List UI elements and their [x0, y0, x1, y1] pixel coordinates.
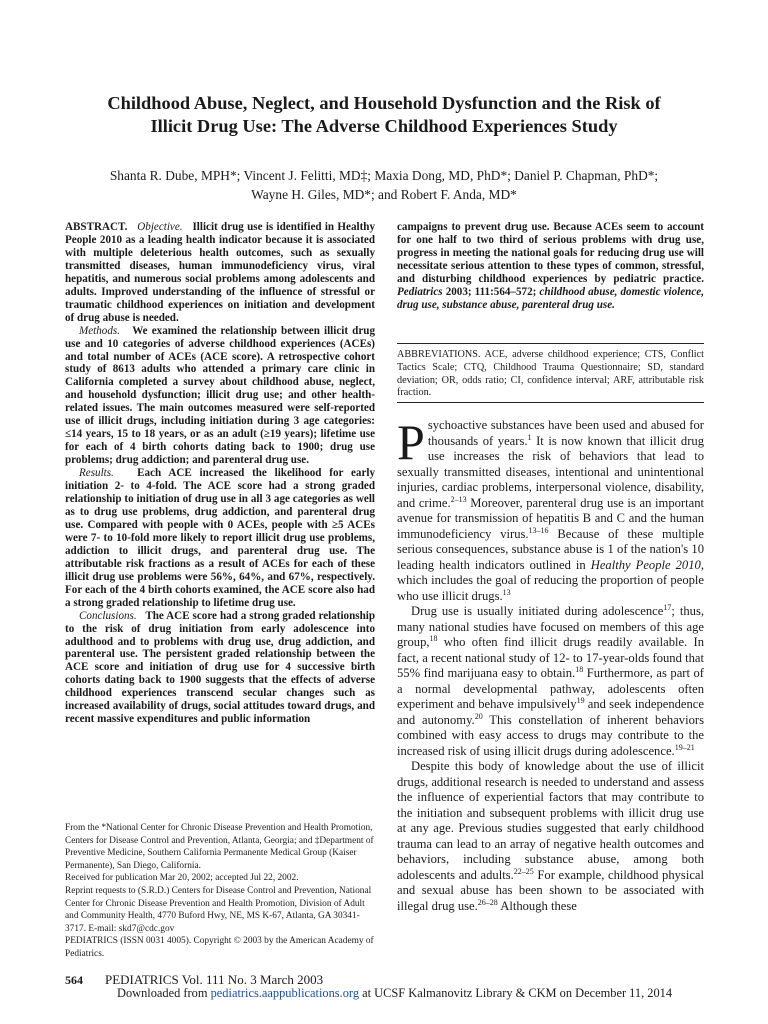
authors-line: Shanta R. Dube, MPH*; Vincent J. Felitti, MD‡; Maxia Dong, MD, PhD*; Daniel P. Chapman, PhD*;: [109, 168, 659, 183]
title-line: Illicit Drug Use: The Adverse Childhood Experiences Study: [150, 116, 618, 136]
conclusions-heading: Conclusions.: [79, 609, 137, 622]
received-note: Received for publication Mar 20, 2002; accepted Jul 22, 2002.: [65, 873, 299, 884]
citation-journal: Pediatrics: [397, 285, 443, 298]
affiliation-note: From the *National Center for Chronic Disease Prevention and Health Promotion, Centers for Disease Control and Prevention, Atlanta, Georgia; and ‡Department of Preventive Medicine, Southern California Permanente Medical Group (Kaiser Permanente), San Diego, California.: [65, 823, 374, 871]
reference-marker: 18: [429, 633, 438, 643]
affiliation-notes: [65, 822, 375, 961]
article-title: [40, 92, 728, 138]
reference-marker: 19: [576, 695, 585, 705]
citation-text: 2003; 111:564–572;: [445, 285, 537, 298]
download-link[interactable]: pediatrics.aappublications.org: [210, 986, 360, 1000]
abbreviations-bottom-rule: [397, 402, 704, 403]
results-text: Each ACE increased the likelihood for early initiation 2- to 4-fold. The ACE score had a strong graded relationship to initiation of drug use in all 3 age categories as well as to drug use problems, drug addiction, and parenteral drug use. Compared with people with 0 ACEs, people with ≥5 ACEs were 7- to 10-fold more likely to report illicit drug use problems, addiction to illicit drugs, and parenteral drug use. The attributable risk fractions as a result of ACEs for each of these illicit drug use problems were 56%, 64%, and 67%, respectively. For each of the 4 birth cohorts examined, the ACE score also had a strong graded relationship to lifetime drug use.: [65, 467, 376, 609]
abbreviations-top-rule: [397, 343, 704, 344]
reference-marker: 26–28: [477, 897, 498, 907]
journal-footer: PEDIATRICS Vol. 111 No. 3 March 2003: [105, 972, 324, 987]
abstract-right-column: [397, 221, 704, 312]
abstract-continued-text: campaigns to prevent drug use. Because ACEs seem to account for one half to two third of serious problems with drug use, progress in meeting the national goals for reducing drug use will necessitate serious attention to these types of common, stressful, and disturbing childhood experiences by pediatric practice.: [397, 221, 704, 285]
title-line: Childhood Abuse, Neglect, and Household Dysfunction and the Risk of: [107, 93, 661, 113]
objective-text: Illicit drug use is identified in Healthy People 2010 as a leading health indicator because it is associated with multiple deleterious health outcomes, such as sexually transmitted diseases, human immunodeficiency virus, viral hepatitis, and numerous social problems among adolescents and adults. Improved understanding of the influence of stressful or traumatic childhood experiences on initiation and development of drug abuse is needed.: [65, 221, 375, 324]
page-number: 564: [65, 973, 83, 987]
reference-marker: 18: [575, 664, 584, 674]
objective-heading: Objective.: [137, 221, 183, 233]
reference-marker: 1: [527, 432, 532, 442]
reference-marker: 13: [502, 587, 511, 597]
abstract-label: ABSTRACT.: [65, 221, 128, 233]
reference-marker: 20: [474, 711, 483, 721]
drop-cap: P: [397, 414, 425, 470]
methods-heading: Methods.: [79, 324, 120, 337]
reference-marker: 2–13: [450, 494, 467, 504]
download-notice: Downloaded from pediatrics.aappublications.org at UCSF Kalmanovitz Library & CKM on December 11, 2014: [117, 986, 673, 1000]
body-paragraph-2: Drug use is usually initiated during adolescence$^{17}$; thus, many national studies have focused on members of this age group,$^{18}$ who often find illicit drugs readily available. In fact, a recent national study of 12- to 17-year-olds found that 55% find marijuana easy to obtain.$^{18}$ Furthermore, as part of a normal developmental pathway, adolescents often experiment and behave impulsively$^{19}$ and seek independence and autonomy.$^{20}$ This constellation of inherent behaviors combined with easy access to drugs may contribute to the increased risk of using illicit drugs during adolescence.$^{19-21}$: [397, 602, 704, 758]
copyright-note: PEDIATRICS (ISSN 0031 4005). Copyright © 2003 by the American Academy of Pediatrics.: [65, 936, 374, 959]
author-list: [40, 166, 728, 204]
conclusions-text: The ACE score had a strong graded relationship to the risk of drug initiation from early adolescence into adulthood and to problems with drug use, drug addiction, and parenteral use. The persistent graded relationship between the ACE score and initiation of drug use for 4 successive birth cohorts dating back to 1900 suggests that the effects of adverse childhood experiences transcend secular changes such as increased availability of drugs, social attitudes toward drugs, and recent massive expenditures and public information: [65, 609, 376, 726]
methods-text: We examined the relationship between illicit drug use and 10 categories of adverse childhood experiences (ACEs) and total number of ACEs (ACE score). A retrospective cohort study of 8613 adults who attended a primary care clinic in California completed a survey about childhood abuse, neglect, and household dysfunction; illicit drug use; and other health-related issues. The main outcomes measured were self-reported use of illicit drugs, including initiation during 3 age categories: ≤14 years, 15 to 18 years, or as an adult (≥19 years); lifetime use for each of 4 birth cohorts dating back to 1900; drug use problems; drug addiction; and parenteral drug use.: [65, 324, 375, 467]
reference-marker: 17: [663, 602, 672, 612]
abbreviations: ABBREVIATIONS. ACE, adverse childhood experience; CTS, Conflict Tactics Scale; CTQ, Childhood Trauma Questionnaire; SD, standard deviation; OR, odds ratio; CI, confidence interval; ARF, attributable risk fraction.: [397, 349, 704, 399]
keywords: childhood abuse, domestic violence, drug use, substance abuse, parenteral drug use.: [397, 285, 704, 311]
page-footer: [65, 972, 705, 1000]
reference-marker: 22–25: [513, 866, 534, 876]
reference-marker: 13–16: [528, 525, 549, 535]
reprint-note: Reprint requests to (S.R.D.) Centers for Disease Control and Prevention, National Center for Chronic Disease Prevention and Health Promotion, Division of Adult and Community Health, 4770 Buford Hwy, NE, MS K-67, Atlanta, GA 30341-3717. E-mail: skd7@cdc.gov: [65, 885, 372, 934]
body-paragraph-1: sychoactive substances have been used and abused for thousands of years.$^1$ It is now known that illicit drug use increases the risk of behaviors that lead to sexually transmitted diseases, intentional and unintentional injuries, cardiac problems, interpersonal violence, disability, and crime.$^{2-13}$ Moreover, parenteral drug use is an important avenue for transmission of hepatitis B and C and the human immunodeficiency virus.$^{13-16}$ Because of these multiple serious consequences, substance abuse is 1 of the nation's 10 leading health indicators outlined in Healthy People 2010, which includes the goal of reducing the proportion of people who use illicit drugs.$^{13}$: [397, 418, 705, 603]
authors-line: Wayne H. Giles, MD*; and Robert F. Anda, MD*: [251, 187, 517, 202]
body-paragraph-3: Despite this body of knowledge about the use of illicit drugs, additional research is needed to understand and assess the influence of experiential factors that may contribute to the initiation and subsequent problems with illicit drug use at any age. Previous studies suggested that early childhood trauma can lead to an array of negative health outcomes and behaviors, including substance abuse, among both adolescents and adults.$^{22-25}$ For example, childhood physical and sexual abuse has been shown to be associated with illegal drug use.$^{26-28}$ Although these: [397, 759, 704, 913]
abstract-left-column: [65, 221, 375, 726]
reference-marker: 19–21: [674, 742, 695, 752]
results-heading: Results.: [79, 467, 114, 480]
body-text-column: [397, 414, 705, 914]
